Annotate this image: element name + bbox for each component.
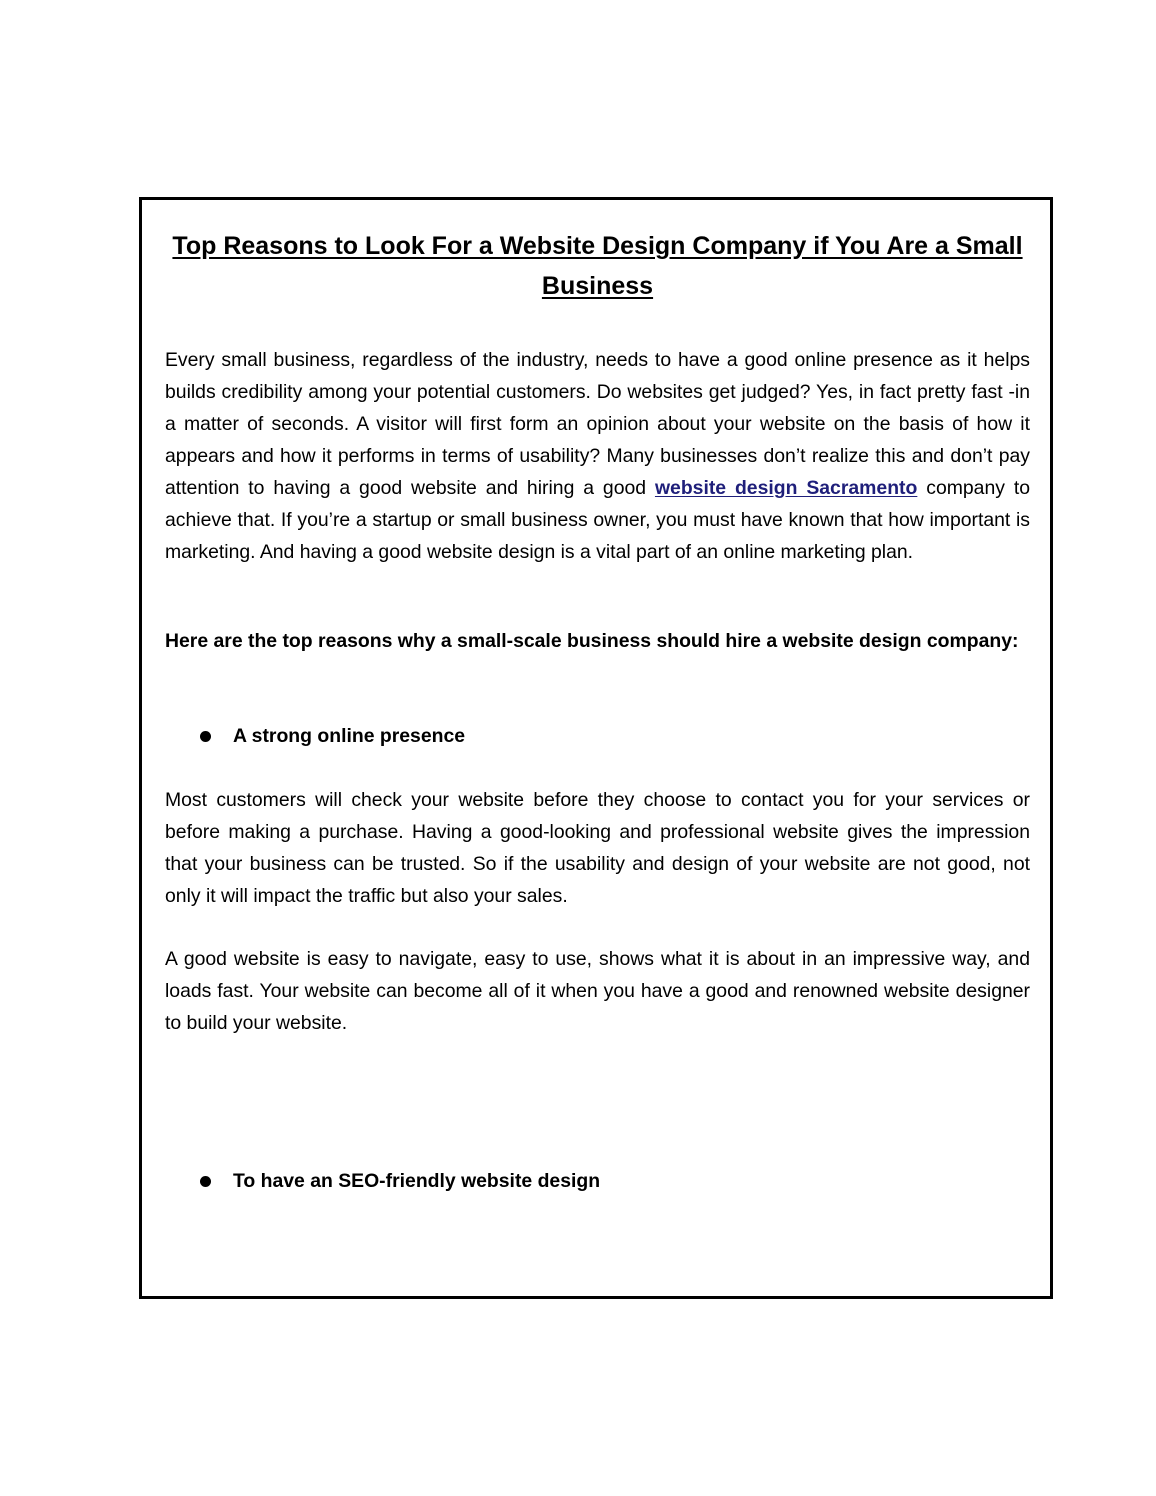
intro-text-end: company to achieve that. If you’re a startup or small business owner, you must have known that how important is marketing. And having a good website design is a vital part of an online marketing plan. — [165, 477, 1030, 563]
reasons-lead-text: Here are the top reasons why a small-scale business should hire a website design company: — [165, 630, 1019, 652]
body-paragraph: Most customers will check your website before they choose to contact you for your services or before making a purchase. Having a good-looking and professional website gives the impression that your business can be trusted. So if the usability and design of your website are not good, not only it will impact the traffic but also your sales. — [165, 789, 1030, 907]
website-design-sacramento-link[interactable]: website design Sacramento — [654, 477, 918, 499]
bullet-heading: A strong online presence — [233, 725, 466, 747]
body-paragraph: A good website is easy to navigate, easy to use, shows what it is about in an impressive way, and loads fast. Your website can become all of it when you have a good and renowned website designer to build your website. — [165, 948, 1030, 1034]
bullet-dot-icon — [200, 1176, 211, 1187]
bullet-heading: To have an SEO-friendly website design — [233, 1170, 601, 1192]
document-frame — [139, 197, 1053, 1299]
document-content — [165, 226, 1030, 1197]
bullet-dot-icon — [200, 731, 211, 742]
intro-paragraph — [165, 344, 1030, 568]
bullet-seo-friendly-design — [165, 1165, 1030, 1197]
bullet-strong-online-presence — [165, 720, 1030, 752]
document-title: Top Reasons to Look For a Website Design Company if You Are a Small Business — [172, 232, 1023, 300]
intro-text-start: Every small business, regardless of the industry, needs to have a good online presence as it helps builds credibility among your potential customers. Do websites get judged? Yes, in fact pretty fast -in a matter of seconds. A visitor will first form an opinion about your website on the basis of how it appears and how it performs in terms of usability? Many businesses don’t realize this and don’t pay attention to having a good website and hiring a good — [165, 349, 1030, 499]
